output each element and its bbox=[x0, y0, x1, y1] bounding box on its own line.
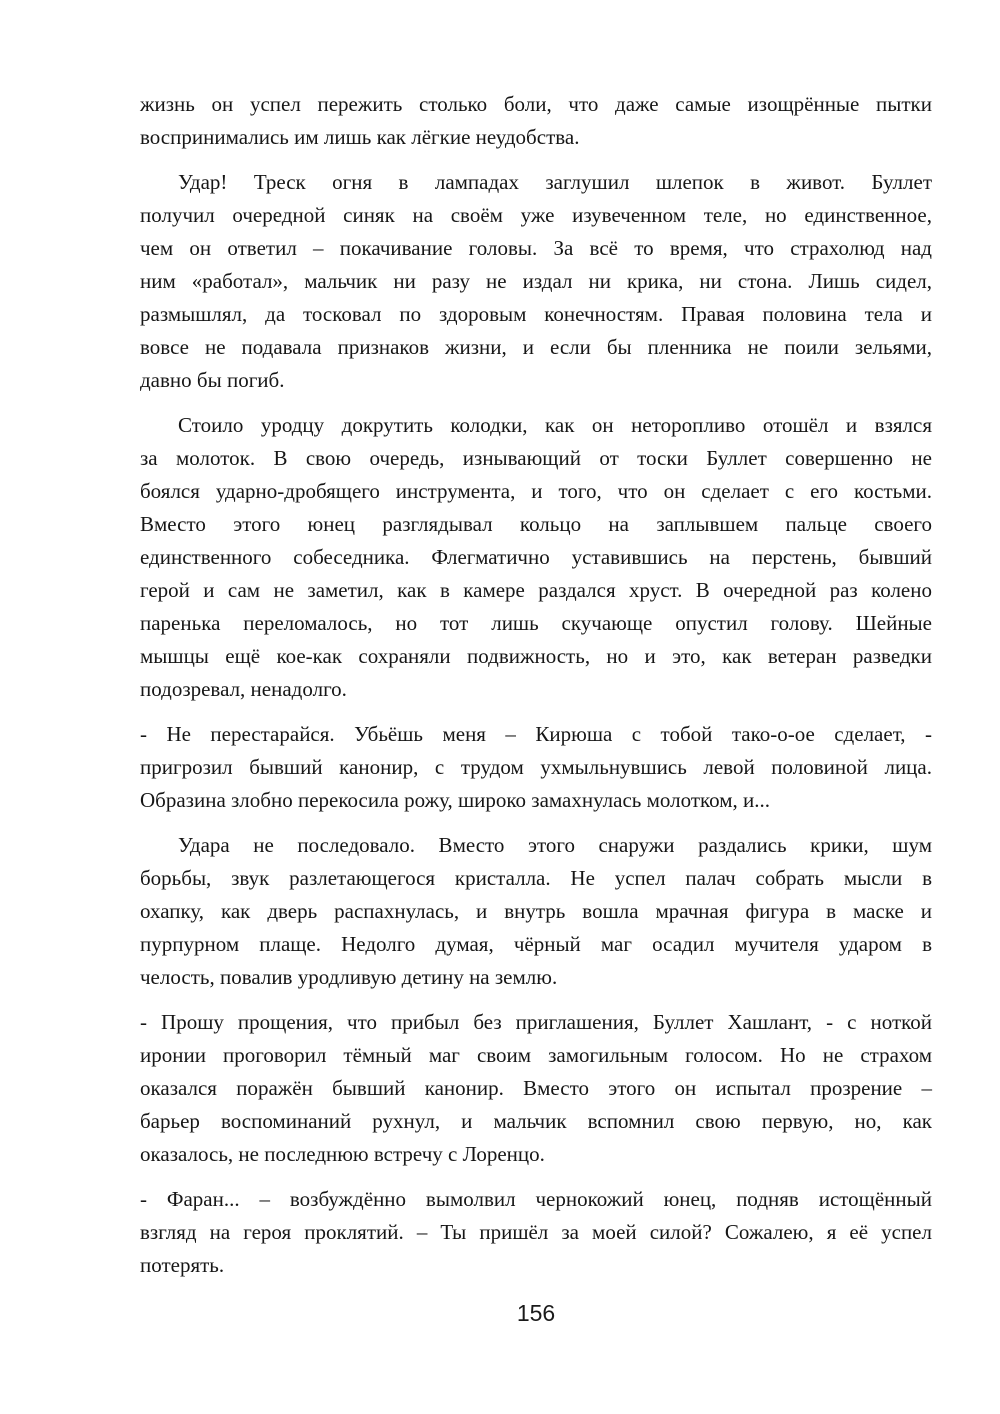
text-line: чем он ответил – покачивание головы. За всё то время, что страхолюд над bbox=[140, 236, 932, 260]
text-line: борьбы, звук разлетающегося кристалла. Не успел палач собрать мысли в bbox=[140, 866, 932, 890]
text-line: герой и сам не заметил, как в камере раздался хруст. В очередной раз колено bbox=[140, 578, 932, 602]
paragraph bbox=[140, 88, 932, 154]
text-line: единственного собеседника. Флегматично уставившись на перстень, бывший bbox=[140, 545, 932, 569]
text-line: паренька переломалось, но тот лишь скучающе опустил голову. Шейные bbox=[140, 611, 932, 635]
text-line: Удар! Треск огня в лампадах заглушил шлепок в живот. Буллет bbox=[178, 170, 932, 194]
text-line: челость, повалив уродливую детину на землю. bbox=[140, 965, 558, 989]
text-line: оказалось, не последнюю встречу с Лоренцо. bbox=[140, 1142, 545, 1166]
text-line: - Прошу прощения, что прибыл без приглашения, Буллет Хашлант, - с ноткой bbox=[140, 1010, 932, 1034]
text-line: иронии проговорил тёмный маг своим замогильным голосом. Но не страхом bbox=[140, 1043, 932, 1067]
paragraph bbox=[140, 1183, 932, 1282]
text-line: вовсе не подавала признаков жизни, и если бы пленника не поили зельями, bbox=[140, 335, 932, 359]
text-line: - Не перестарайся. Убьёшь меня – Кирюша с тобой тако-о-ое сделает, - bbox=[140, 722, 932, 746]
text-line: взгляд на героя проклятий. – Ты пришёл за моей силой? Сожалею, я её успел bbox=[140, 1220, 932, 1244]
text-column bbox=[140, 88, 932, 1294]
text-line: жизнь он успел пережить столько боли, что даже самые изощрённые пытки bbox=[140, 92, 932, 116]
text-line: размышлял, да тосковал по здоровым конечностям. Правая половина тела и bbox=[140, 302, 932, 326]
text-line: получил очередной синяк на своём уже изувеченном теле, но единственное, bbox=[140, 203, 932, 227]
text-line: пригрозил бывший канонир, с трудом ухмыльнувшись левой половиной лица. bbox=[140, 755, 932, 779]
text-line: подозревал, ненадолго. bbox=[140, 677, 347, 701]
text-line: Стоило уродцу докрутить колодки, как он неторопливо отошёл и взялся bbox=[178, 413, 932, 437]
text-line: потерять. bbox=[140, 1253, 225, 1277]
text-line: Вместо этого юнец разглядывал кольцо на заплывшем пальце своего bbox=[140, 512, 932, 536]
paragraph bbox=[140, 718, 932, 817]
text-line: за молоток. В свою очередь, изнывающий от тоски Буллет совершенно не bbox=[140, 446, 932, 470]
text-line: - Фаран... – возбуждённо вымолвил чернокожий юнец, подняв истощённый bbox=[140, 1187, 932, 1211]
text-line: Образина злобно перекосила рожу, широко замахнулась молотком, и... bbox=[140, 788, 771, 812]
paragraph bbox=[140, 166, 932, 397]
text-line: пурпурном плаще. Недолго думая, чёрный маг осадил мучителя ударом в bbox=[140, 932, 932, 956]
text-line: ним «работал», мальчик ни разу не издал ни крика, ни стона. Лишь сидел, bbox=[140, 269, 932, 293]
text-line: оказался поражён бывший канонир. Вместо этого он испытал прозрение – bbox=[140, 1076, 932, 1100]
text-line: воспринимались им лишь как лёгкие неудобства. bbox=[140, 125, 580, 149]
text-line: давно бы погиб. bbox=[140, 368, 285, 392]
paragraph bbox=[140, 829, 932, 994]
text-line: боялся ударно-дробящего инструмента, и того, что он сделает с его костьми. bbox=[140, 479, 932, 503]
paragraph bbox=[140, 409, 932, 706]
paragraph bbox=[140, 1006, 932, 1171]
text-line: охапку, как дверь распахнулась, и внутрь вошла мрачная фигура в маске и bbox=[140, 899, 932, 923]
text-line: барьер воспоминаний рухнул, и мальчик вспомнил свою первую, но, как bbox=[140, 1109, 932, 1133]
text-line: мышцы ещё кое-как сохраняли подвижность, но и это, как ветеран разведки bbox=[140, 644, 932, 668]
page-number: 156 bbox=[516, 1300, 556, 1326]
text-line: Удара не последовало. Вместо этого снаружи раздались крики, шум bbox=[178, 833, 932, 857]
